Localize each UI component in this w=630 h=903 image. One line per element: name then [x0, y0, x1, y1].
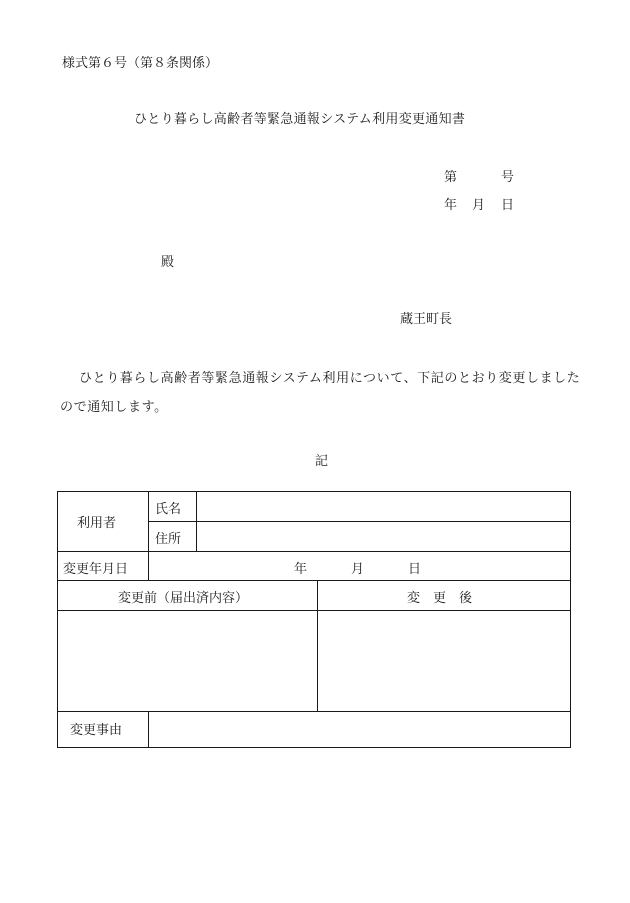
table-border-top — [57, 491, 571, 492]
row-divider-date — [57, 580, 571, 581]
change-reason-label: 変更事由 — [70, 723, 123, 738]
table-border-bottom — [57, 747, 571, 748]
issue-date-month: 月 — [472, 198, 486, 213]
name-label: 氏名 — [155, 502, 182, 517]
change-notice-table — [57, 491, 571, 748]
form-number: 様式第６号（第８条関係） — [62, 56, 219, 71]
row-divider-content — [57, 711, 571, 712]
row-divider-name — [148, 521, 571, 522]
col-divider-before-after — [317, 580, 318, 711]
ki-heading: 記 — [315, 454, 329, 469]
addressee-honorific: 殿 — [161, 255, 175, 270]
change-date-label: 変更年月日 — [63, 562, 129, 577]
sender-name: 蔵王町長 — [400, 312, 453, 327]
change-date-month: 月 — [351, 562, 365, 577]
col-divider-label — [148, 491, 149, 580]
before-change-header: 変更前（届出済内容） — [118, 591, 249, 606]
after-change-header: 変 更 後 — [407, 591, 473, 606]
issue-date-day: 日 — [501, 198, 515, 213]
address-label: 住所 — [155, 532, 182, 547]
doc-number-suffix: 号 — [501, 170, 515, 185]
body-paragraph: ひとり暮らし高齢者等緊急通報システム利用について、下記のとおり変更しましたので通知します。 — [60, 371, 581, 415]
document-title: ひとり暮らし高齢者等緊急通報システム利用変更通知書 — [134, 112, 466, 127]
table-border-right — [570, 491, 571, 748]
col-divider-sublabel — [196, 491, 197, 551]
user-label: 利用者 — [77, 516, 117, 531]
doc-number-prefix: 第 — [444, 170, 458, 185]
table-border-left — [57, 491, 58, 748]
change-date-year: 年 — [294, 562, 308, 577]
col-divider-reason — [148, 711, 149, 748]
issue-date-year: 年 — [444, 198, 458, 213]
row-divider-headers — [57, 610, 571, 611]
change-date-day: 日 — [408, 562, 422, 577]
row-divider-user — [57, 551, 571, 552]
